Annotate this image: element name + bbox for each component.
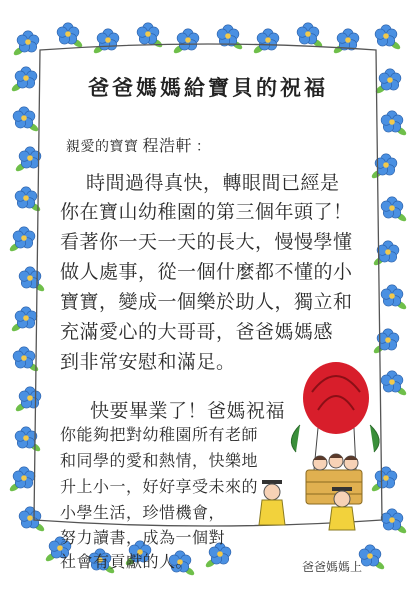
forget-me-not-flower-icon xyxy=(381,111,408,137)
forget-me-not-flower-icon xyxy=(15,427,42,453)
forget-me-not-flower-icon xyxy=(381,371,408,397)
child-name: 程浩軒 xyxy=(142,136,193,155)
body-line: 你能夠把對幼稚園所有老師 xyxy=(60,425,259,444)
body-line: 看著你一天一天的長大，慢慢學懂 xyxy=(60,231,353,253)
forget-me-not-flower-icon xyxy=(217,25,244,51)
forget-me-not-flower-icon xyxy=(57,23,84,49)
forget-me-not-flower-icon xyxy=(375,25,402,51)
forget-me-not-flower-icon xyxy=(381,509,408,535)
body-line: 寶寶，變成一個樂於助人，獨立和 xyxy=(60,291,353,313)
body-line: 努力讀書，成為一個對 xyxy=(60,528,226,547)
body-line: 做人處事，從一個什麼都不懂的小 xyxy=(60,261,353,283)
forget-me-not-flower-icon xyxy=(14,147,41,173)
forget-me-not-flower-icon xyxy=(372,241,399,267)
forget-me-not-flower-icon xyxy=(14,387,41,413)
body-line: 升上小一，好好享受未來的 xyxy=(60,477,259,496)
forget-me-not-flower-icon xyxy=(8,227,35,253)
body-line: 時間過得真快，轉眼間已經是 xyxy=(86,172,340,194)
forget-me-not-flower-icon xyxy=(12,31,39,57)
salutation xyxy=(66,133,211,156)
forget-me-not-flower-icon xyxy=(297,23,324,49)
forget-me-not-flower-icon xyxy=(8,467,35,493)
body-line: 快要畢業了！爸媽祝福 xyxy=(90,400,286,422)
forget-me-not-flower-icon xyxy=(381,197,408,223)
forget-me-not-flower-icon xyxy=(370,467,397,493)
forget-me-not-flower-icon xyxy=(10,307,37,333)
forget-me-not-flower-icon xyxy=(370,154,397,180)
body-line: 小學生活，珍惜機會， xyxy=(60,503,226,522)
forget-me-not-flower-icon xyxy=(372,329,399,355)
forget-me-not-flower-icon xyxy=(19,267,46,293)
salutation-prefix: 親愛的寶寶 xyxy=(66,139,139,155)
rose-hot-air-balloon-with-children-illustration xyxy=(291,362,379,504)
page-title: 爸爸媽媽給寶貝的祝福 xyxy=(88,76,328,100)
forget-me-not-flower-icon xyxy=(19,507,46,533)
body-line: 和同學的愛和熱情，快樂地 xyxy=(60,451,259,470)
body-line: 社會有貢獻的人。 xyxy=(60,552,193,571)
forget-me-not-flower-icon xyxy=(381,285,408,311)
forget-me-not-flower-icon xyxy=(252,29,279,55)
body-line: 你在寶山幼稚園的第三個年頭了！ xyxy=(60,201,353,223)
signature: 爸爸媽媽上 xyxy=(302,560,363,574)
body-line: 充滿愛心的大哥哥，爸爸媽媽感 xyxy=(60,321,334,343)
forget-me-not-flower-icon xyxy=(359,545,386,571)
body-line: 到非常安慰和滿足。 xyxy=(60,351,236,373)
forget-me-not-flower-icon xyxy=(172,29,199,55)
forget-me-not-flower-icon xyxy=(92,29,119,55)
salutation-colon: ： xyxy=(196,139,211,155)
forget-me-not-flower-icon xyxy=(332,29,359,55)
forget-me-not-flower-icon xyxy=(13,107,40,133)
